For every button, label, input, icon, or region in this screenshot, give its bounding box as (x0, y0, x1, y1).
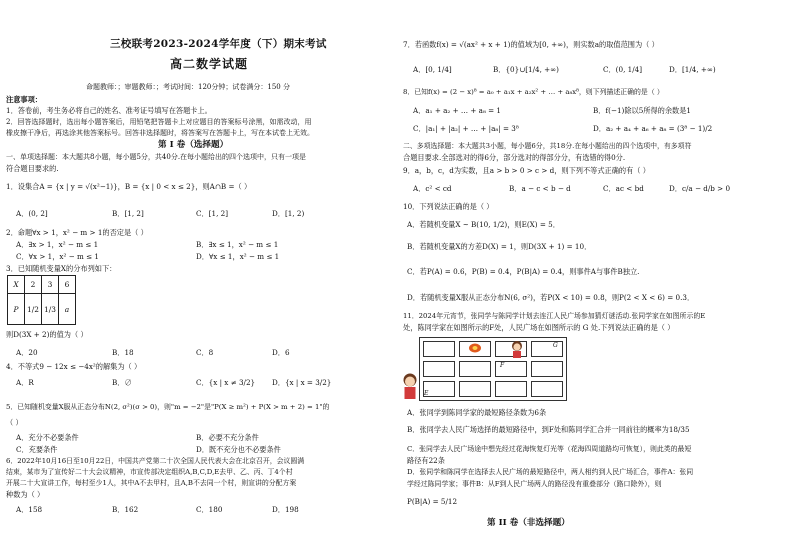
q9-stem: 9．a，b，c，d为实数，且a > b > 0 > c > d，则下列不等式正确的有（ ） (403, 166, 650, 175)
q8-option-c: C．|a₁| + |a₂| + … + |a₈| = 3⁸ (413, 124, 519, 133)
q11-option-d-line2: 学经过陈同学家；事件B：从F到人民广场两人的路径没有重叠部分（路口除外），则 (407, 480, 662, 488)
block (423, 341, 455, 357)
q8-stem: 8．已知f(x) = (2 − x)⁸ = a₀ + a₁x + a₂x² + … + a₈x⁸，则下列描述正确的是（ ） (403, 88, 664, 96)
q4-option-b: B．∅ (112, 378, 132, 387)
q10-option-d: D．若随机变量X服从正态分布N(6, σ²)，若P(X < 10) = 0.8，则P(2 < X < 6) = 0.3． (407, 293, 695, 302)
q2-stem: 2．命题∀x > 1，x² − m > 1的否定是（ ） (6, 228, 148, 237)
q7-option-c: C．(0, 1/4] (603, 65, 643, 74)
q11-option-d-line3: P(B|A) = 5/12 (407, 497, 458, 506)
q4-stem: 4．不等式9 − 12x ≤ −4x²的解集为（ ） (6, 362, 142, 371)
block (459, 361, 491, 377)
notice-heading: 注意事项： (6, 95, 42, 104)
section1-desc-a: 一、单项选择题：本大题共8小题，每小题5分，共40分.在每小题给出的四个选项中，只有一项是 (6, 153, 307, 161)
table-cell: 2 (25, 276, 42, 294)
table-cell: 6 (59, 276, 76, 294)
q3-question: 则D(3X + 2)的值为（ ） (6, 330, 88, 339)
block (531, 381, 563, 397)
q5-option-c: C．充要条件 (16, 445, 58, 454)
q11-stem-line2: 处，陈同学家在如图所示的F处，人民广场在如图所示的 G 处.下列说法正确的是（ ） (403, 323, 675, 332)
q6-stem-line2: 结束，某市为了宣传好二十大会议精神，市宣传部决定组织A,B,C,D,E去甲、乙、丙、丁4个村 (6, 468, 293, 476)
q1-option-a: A．(0, 2] (16, 209, 48, 218)
student-avatar-icon (401, 372, 419, 402)
q6-stem-line3: 开展二十大宣讲工作，每村至少1人，其中A不去甲村，且A,B不去同一个村，则宣讲的分配方案 (6, 479, 297, 487)
q6-option-c: C．180 (196, 505, 223, 514)
q3-option-b: B．18 (112, 348, 134, 357)
q11-option-c-line2: 路径有22条 (407, 456, 445, 465)
q3-stem: 3．已知随机变量X的分布列如下： (6, 264, 117, 273)
q3-option-c: C．8 (196, 348, 214, 357)
q9-option-c: C．ac < bd (603, 184, 644, 193)
block (423, 361, 455, 377)
notice-item-2: 2．回答选择题时，选出每小题答案后，用铅笔把答题卡上对应题目的答案标号涂黑，如需改动，用 (6, 118, 312, 126)
table-cell: 3 (42, 276, 59, 294)
street-grid-diagram (419, 337, 567, 401)
q6-stem-line1: 6．2022年10月16日至10月22日，中国共产党第二十次全国人民代表大会在北京召开，会议圆满 (6, 457, 305, 465)
part2-title: 第 II 卷（非选择题） (487, 518, 570, 528)
block (531, 361, 563, 377)
q11-option-b: B．张同学去人民广场选择的最短路径中，到F处和陈同学汇合并一同前往的概率为18/35 (407, 425, 690, 434)
distribution-table (7, 275, 76, 325)
block (531, 341, 563, 357)
q2-option-c: C．∀x > 1，x² − m ≤ 1 (16, 252, 99, 261)
q1-option-d: D．[1, 2) (272, 209, 305, 218)
table-cell: P (8, 294, 25, 325)
q7-option-d: D．[1/4, +∞) (669, 65, 716, 74)
table-cell: 1/3 (42, 294, 59, 325)
q5-option-d: D．既不充分也不必要条件 (196, 445, 281, 454)
section2-desc-a: 二、多项选择题：本大题共3小题，每小题6分，共18分.在每小题给出的四个选项中，有多项符 (403, 142, 692, 150)
section2-desc-b: 合题目要求.全部选对的得6分，部分选对的得部分分，有选错的得0分. (403, 153, 626, 162)
q10-stem: 10．下列说法正确的是（ ） (403, 202, 494, 211)
q5-option-b: B．必要不充分条件 (196, 433, 259, 442)
subject-title: 高二数学试题 (170, 57, 249, 71)
q6-option-d: D．198 (272, 505, 299, 514)
q3-option-d: D．6 (272, 348, 290, 357)
q6-option-a: A．158 (16, 505, 43, 514)
q5-stem: 5．已知随机变量X服从正态分布N(2, σ²)(σ > 0)，则"m = −2"是"P(X ≥ m²) + P(X > m + 2) = 1"的 (6, 403, 330, 411)
q5-option-a: A．充分不必要条件 (16, 433, 79, 442)
block (459, 381, 491, 397)
q9-option-b: B．a − c < b − d (509, 184, 571, 193)
q10-option-c: C．若P(A) = 0.6，P(B) = 0.4，P(B|A) = 0.4，则事件A与事件B独立. (407, 267, 640, 276)
q11-stem-line1: 11．2024年元宵节，张同学与陈同学计划去连江人民广场参加猜灯谜活动.张同学家在如图所示的E (403, 312, 706, 320)
table-cell: X (8, 276, 25, 294)
q10-option-b: B．若随机变量X的方差D(X) = 1，则D(3X + 1) = 10． (407, 242, 592, 251)
lantern-icon (468, 342, 482, 354)
q11-option-d-line1: D．张同学和陈同学在选择去人民广场的最短路径中，两人相约到人民广场汇合，事件A：张同 (407, 468, 694, 476)
exam-meta: 命题教师：；审题教师：；考试时间：120分钟；试卷满分：150 分 (86, 83, 290, 91)
q4-option-c: C．{x | x ≠ 3/2} (196, 378, 256, 387)
q3-option-a: A．20 (16, 348, 38, 357)
point-f-label: F (500, 362, 505, 369)
student-avatar-icon (510, 340, 524, 358)
q1-option-c: C．[1, 2] (196, 209, 229, 218)
q8-option-d: D．a₂ + a₄ + a₆ + a₈ = (3⁸ − 1)/2 (593, 124, 713, 133)
q5-answer-paren: （ ） (6, 418, 23, 427)
q1-option-b: B．[1, 2] (112, 209, 144, 218)
notice-item-1: 1．答卷前，考生务必将自己的姓名、准考证号填写在答题卡上。 (6, 106, 212, 115)
point-e-label: E (424, 390, 429, 397)
point-g-label: G (553, 342, 558, 349)
q11-option-a: A．张同学到陈同学家的最短路径条数为6条 (407, 408, 547, 417)
q4-option-d: D．{x | x = 3/2} (272, 378, 332, 387)
block (495, 381, 527, 397)
q4-option-a: A．R (16, 378, 34, 387)
distribution-row-x (8, 276, 76, 294)
q6-stem-line4: 种数为（ ） (6, 490, 45, 499)
table-cell: a (59, 294, 76, 325)
distribution-row-p (8, 294, 76, 325)
q9-option-a: A．c² < cd (413, 184, 452, 193)
q2-option-d: D．∀x ≤ 1，x² − m ≤ 1 (196, 252, 280, 261)
section1-desc-b: 符合题目要求的. (6, 164, 59, 173)
q6-option-b: B．162 (112, 505, 139, 514)
exam-title: 三校联考2023-2024学年度（下）期末考试 (110, 38, 327, 50)
q1-stem: 1．设集合A = {x | y = √(x²−1)}，B = {x | 0 < x ≤ 2}，则A∩B =（ ） (6, 182, 252, 191)
q8-option-b: B．f(−1)除以5所得的余数是1 (593, 106, 691, 115)
q7-option-a: A．[0, 1/4] (413, 65, 452, 74)
q2-option-a: A．∃x > 1，x² − m ≤ 1 (16, 240, 99, 249)
table-cell: 1/2 (25, 294, 42, 325)
q7-option-b: B．{0}∪[1/4, +∞) (493, 65, 559, 74)
q7-stem: 7．若函数f(x) = √(ax² + x + 1)的值域为[0, +∞)，则实数a的取值范围为（ ） (403, 40, 659, 49)
q8-option-a: A．a₁ + a₂ + … + a₈ = 1 (413, 106, 502, 115)
notice-item-3: 橡皮擦干净后，再选涂其他答案标号。回答非选择题时，将答案写在答题卡上，写在本试卷上无效。 (6, 129, 314, 137)
q9-option-d: D．c/a − d/b > 0 (669, 184, 731, 193)
part1-title: 第 I 卷（选择题） (158, 140, 229, 150)
q2-option-b: B．∃x ≤ 1，x² − m ≤ 1 (196, 240, 279, 249)
q10-option-a: A．若随机变量X ~ B(10, 1/2)，则E(X) = 5． (407, 220, 560, 229)
q11-option-c-line1: C．张同学去人民广场途中想先经过花海恢复灯光等（花海四周道路均可恢复），则此类的最短 (407, 445, 692, 453)
